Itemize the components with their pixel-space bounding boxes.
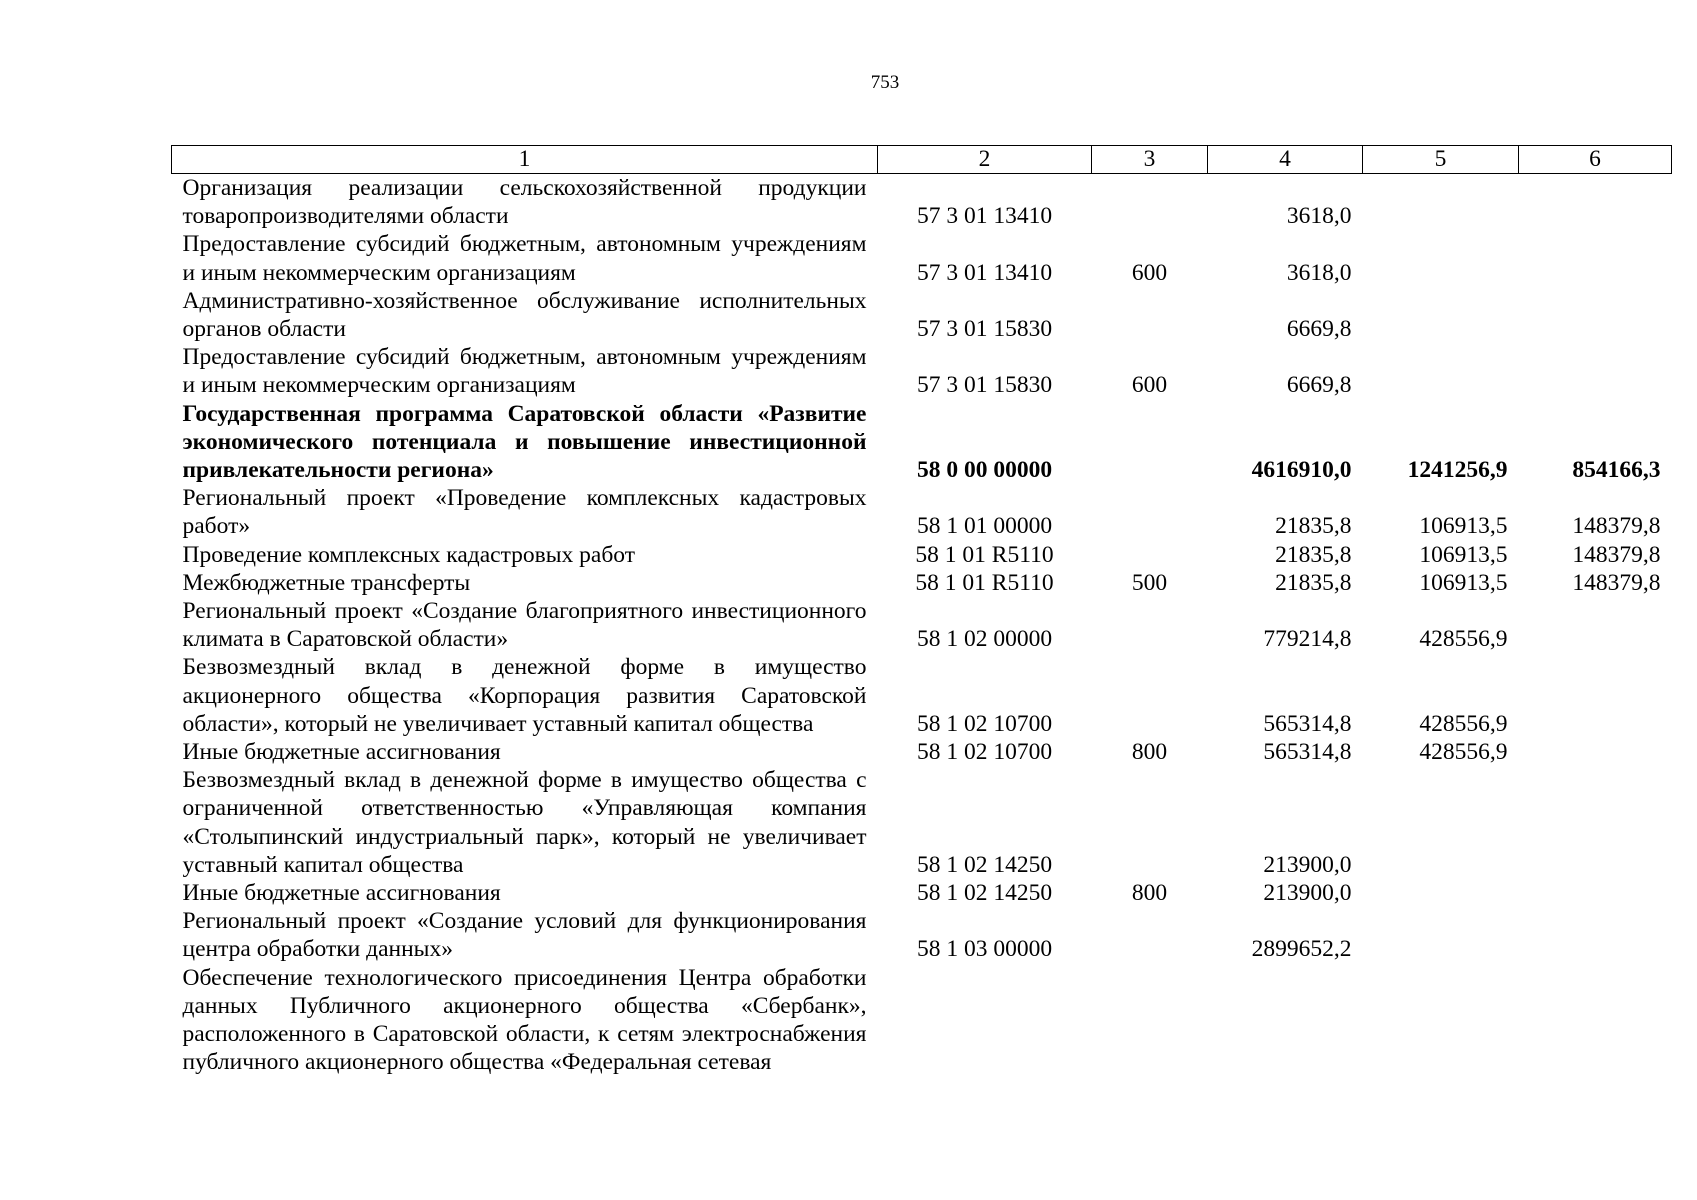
table-row [172, 484, 1672, 540]
row-value-col6 [1519, 653, 1672, 738]
row-value-col5 [1363, 907, 1519, 963]
row-value-col4: 6669,8 [1286, 316, 1352, 343]
row-value-col6 [1519, 597, 1672, 653]
row-value-col5: 1241256,9 [1407, 457, 1508, 484]
row-name: Предоставление субсидий бюджетным, автономным учреждениям и иным некоммерческим организациям [182, 344, 867, 399]
row-code: 57 3 01 15830 [916, 316, 1053, 343]
row-value-col4 [1208, 964, 1363, 1077]
row-name: Проведение комплексных кадастровых работ [182, 541, 636, 568]
row-name: Безвозмездный вклад в денежной форме в имущество общества с ограниченной ответственностью «Управляющая компания «Столыпинский индустриальный парк», который не увеличивает уставный капитал общества [182, 767, 867, 878]
row-value-col6 [1519, 879, 1672, 907]
row-value-col6 [1519, 343, 1672, 399]
table-row [172, 400, 1672, 485]
row-value-col5: 106913,5 [1419, 569, 1508, 596]
row-expense-type [1092, 484, 1208, 540]
row-expense-type: 800 [1131, 739, 1168, 766]
row-value-col6: 148379,8 [1572, 569, 1661, 596]
row-expense-type [1092, 400, 1208, 485]
row-name: Безвозмездный вклад в денежной форме в имущество акционерного общества «Корпорация развития Саратовской области», который не увеличивает уставный капитал общества [182, 654, 867, 737]
row-value-col4: 4616910,0 [1251, 457, 1352, 484]
row-value-col4: 21835,8 [1275, 569, 1352, 596]
row-value-col4: 3618,0 [1286, 203, 1352, 230]
row-value-col5: 106913,5 [1419, 513, 1508, 540]
column-header-5: 5 [1363, 146, 1519, 174]
row-code: 57 3 01 15830 [916, 372, 1053, 399]
row-expense-type [1092, 174, 1208, 231]
row-value-col6 [1519, 287, 1672, 343]
row-expense-type [1092, 964, 1208, 1077]
row-code [878, 964, 1092, 1077]
table-row [172, 766, 1672, 879]
row-value-col5: 428556,9 [1419, 739, 1508, 766]
row-code: 58 1 02 14250 [916, 851, 1053, 878]
row-code: 58 1 02 14250 [916, 880, 1053, 907]
row-value-col6: 148379,8 [1572, 541, 1661, 568]
row-code: 58 1 02 10700 [916, 710, 1053, 737]
row-value-col4: 21835,8 [1275, 541, 1352, 568]
row-value-col6 [1519, 964, 1672, 1077]
row-expense-type [1092, 653, 1208, 738]
row-value-col5: 428556,9 [1419, 710, 1508, 737]
row-name: Иные бюджетные ассигнования [182, 739, 501, 766]
row-name: Региональный проект «Создание условий для функционирования центра обработки данных» [182, 908, 867, 963]
row-value-col4: 6669,8 [1286, 372, 1352, 399]
column-header-3: 3 [1092, 146, 1208, 174]
row-expense-type: 800 [1131, 880, 1168, 907]
row-value-col6 [1519, 230, 1672, 286]
row-value-col5: 428556,9 [1419, 626, 1508, 653]
table-row [172, 653, 1672, 738]
row-name: Организация реализации сельскохозяйственной продукции товаропроизводителями области [182, 175, 867, 230]
row-code: 58 1 02 00000 [916, 626, 1053, 653]
row-value-col5 [1363, 343, 1519, 399]
row-value-col5 [1363, 964, 1519, 1077]
row-code: 57 3 01 13410 [916, 203, 1053, 230]
row-expense-type [1092, 541, 1208, 569]
row-expense-type: 500 [1131, 569, 1168, 596]
row-expense-type: 600 [1131, 259, 1168, 286]
row-name: Предоставление субсидий бюджетным, автономным учреждениям и иным некоммерческим организациям [182, 231, 867, 286]
row-name: Административно-хозяйственное обслуживание исполнительных органов области [182, 287, 867, 343]
row-value-col6 [1519, 738, 1672, 766]
column-header-6: 6 [1519, 146, 1672, 174]
row-value-col5 [1363, 174, 1519, 231]
table-row [172, 964, 1672, 1077]
row-value-col4: 3618,0 [1286, 259, 1352, 286]
table-row [172, 343, 1672, 399]
row-value-col5 [1363, 230, 1519, 286]
row-value-col5 [1363, 879, 1519, 907]
table-row [172, 287, 1672, 343]
row-code: 58 1 03 00000 [916, 936, 1053, 963]
row-value-col6: 854166,3 [1572, 457, 1661, 484]
page-number: 753 [870, 72, 900, 93]
row-code: 58 0 00 00000 [916, 457, 1053, 484]
row-name: Региональный проект «Проведение комплексных кадастровых работ» [182, 485, 867, 540]
row-name: Государственная программа Саратовской области «Развитие экономического потенциала и повышение инвестиционной привлекательности региона» [182, 400, 867, 484]
row-code: 58 1 02 10700 [916, 739, 1053, 766]
row-value-col6 [1519, 766, 1672, 879]
table-row [172, 597, 1672, 653]
table-body [172, 174, 1672, 1077]
row-expense-type: 600 [1131, 372, 1168, 399]
row-value-col5: 106913,5 [1419, 541, 1508, 568]
row-expense-type [1092, 907, 1208, 963]
row-value-col6: 148379,8 [1572, 513, 1661, 540]
column-header-4: 4 [1208, 146, 1363, 174]
row-value-col6 [1519, 174, 1672, 231]
table-row [172, 907, 1672, 963]
column-header-2: 2 [878, 146, 1092, 174]
row-value-col4: 21835,8 [1275, 513, 1352, 540]
row-name: Межбюджетные трансферты [182, 569, 471, 596]
table-row [172, 738, 1672, 766]
row-code: 58 1 01 00000 [916, 513, 1053, 540]
row-expense-type [1092, 287, 1208, 343]
table-row [172, 541, 1672, 569]
row-expense-type [1092, 597, 1208, 653]
budget-table [171, 145, 1672, 1077]
row-code: 57 3 01 13410 [916, 259, 1053, 286]
table-row [172, 230, 1672, 286]
column-header-1: 1 [172, 146, 878, 174]
row-value-col5 [1363, 287, 1519, 343]
row-value-col4: 213900,0 [1263, 851, 1352, 878]
row-value-col4: 565314,8 [1263, 710, 1352, 737]
row-code: 58 1 01 R5110 [915, 541, 1054, 568]
row-expense-type [1092, 766, 1208, 879]
row-value-col4: 779214,8 [1263, 626, 1352, 653]
row-value-col6 [1519, 907, 1672, 963]
row-name: Обеспечение технологического присоединения Центра обработки данных Публичного акционерного общества «Сбербанк», расположенного в Саратовской области, к сетям электроснабжения публичного акционерного общества «Федеральная сетевая [182, 964, 867, 1076]
table-row [172, 174, 1672, 231]
row-name: Региональный проект «Создание благоприятного инвестиционного климата в Саратовской области» [182, 598, 867, 653]
row-value-col4: 213900,0 [1263, 880, 1352, 907]
row-value-col5 [1363, 766, 1519, 879]
header-row [172, 146, 1672, 174]
table-row [172, 569, 1672, 597]
row-value-col4: 565314,8 [1263, 739, 1352, 766]
row-value-col4: 2899652,2 [1251, 936, 1352, 963]
row-name: Иные бюджетные ассигнования [182, 880, 501, 907]
table-row [172, 879, 1672, 907]
row-code: 58 1 01 R5110 [915, 569, 1054, 596]
